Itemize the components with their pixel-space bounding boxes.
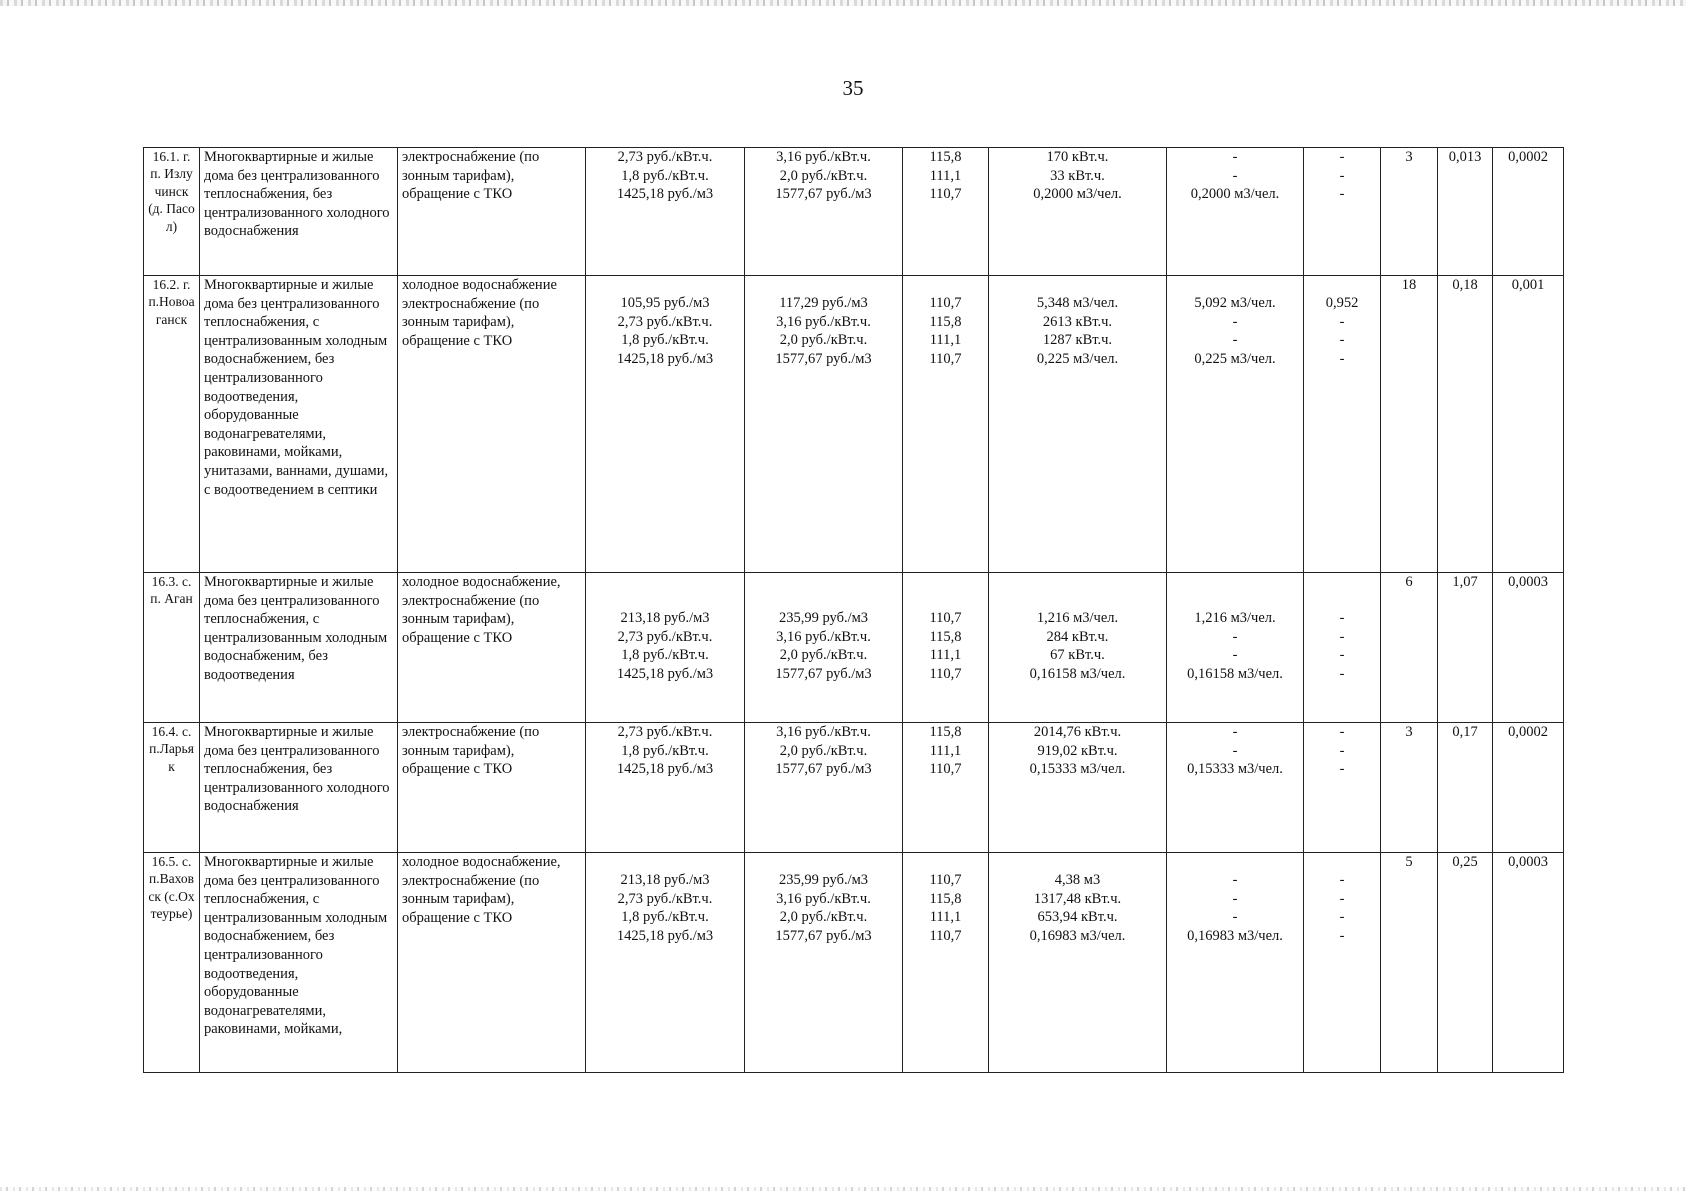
population-share: 0,17 xyxy=(1438,723,1493,853)
tariff-new: 117,29 руб./м3 3,16 руб./кВт.ч. 2,0 руб./кВт.ч. 1577,67 руб./м3 xyxy=(775,295,872,367)
consumption-norm-new: - - - 0,16983 м3/чел. xyxy=(1187,872,1283,944)
population-share: 0,013 xyxy=(1438,148,1493,276)
consumption-norm-new: 5,092 м3/чел. - - 0,225 м3/чел. xyxy=(1194,295,1276,367)
scan-edge-top xyxy=(0,0,1686,6)
housing-description: Многоквартирные и жилые дома без централизованного теплоснабжения, с централизованным холодным водоснабжением, без централизованного водоотведения, оборудованные водонагревателями, раковинами, мойками, xyxy=(200,853,398,1073)
tariff-index: 110,7 115,8 111,1 110,7 xyxy=(929,872,962,944)
norm-ratio: 0,952 - - - xyxy=(1325,295,1359,367)
housing-description: Многоквартирные и жилые дома без централизованного теплоснабжения, без централизованного холодного водоснабжения xyxy=(200,723,398,853)
table-row xyxy=(144,573,1564,723)
household-count: 5 xyxy=(1381,853,1438,1073)
consumption-norm: 4,38 м3 1317,48 кВт.ч. 653,94 кВт.ч. 0,16983 м3/чел. xyxy=(1029,872,1126,944)
household-count: 6 xyxy=(1381,573,1438,723)
population-share-total: 0,001 xyxy=(1493,276,1564,573)
consumption-norm: 1,216 м3/чел. 284 кВт.ч. 67 кВт.ч. 0,16158 м3/чел. xyxy=(1029,610,1126,682)
table-row xyxy=(144,148,1564,276)
tariff-table xyxy=(143,147,1564,1073)
consumption-norm-new: 1,216 м3/чел. - - 0,16158 м3/чел. xyxy=(1187,610,1283,682)
row-id: 16.4. с.п.Ларьяк xyxy=(144,723,200,853)
utility-services: холодное водоснабжение электроснабжение (по зонным тарифам), обращение с ТКО xyxy=(398,276,586,573)
population-share: 1,07 xyxy=(1438,573,1493,723)
population-share-total: 0,0003 xyxy=(1493,573,1564,723)
household-count: 3 xyxy=(1381,148,1438,276)
norm-ratio: - - - - xyxy=(1339,610,1345,682)
housing-description: Многоквартирные и жилые дома без централизованного теплоснабжения, с централизованным холодным водоснабженим, без водоотведения xyxy=(200,573,398,723)
tariff-new: 3,16 руб./кВт.ч. 2,0 руб./кВт.ч. 1577,67 руб./м3 xyxy=(745,723,903,853)
row-id: 16.1. г.п. Излучинск(д. Пасол) xyxy=(144,148,200,276)
page-number: 35 xyxy=(842,76,864,100)
tariff-new: 235,99 руб./м3 3,16 руб./кВт.ч. 2,0 руб./кВт.ч. 1577,67 руб./м3 xyxy=(775,872,872,944)
row-id: 16.5. с.п.Ваховск (с.Охтеурье) xyxy=(144,853,200,1073)
row-id: 16.3. с.п. Аган xyxy=(144,573,200,723)
table-row xyxy=(144,723,1564,853)
norm-ratio: - - - xyxy=(1304,723,1381,853)
population-share-total: 0,0002 xyxy=(1493,723,1564,853)
population-share-total: 0,0003 xyxy=(1493,853,1564,1073)
household-count: 3 xyxy=(1381,723,1438,853)
consumption-norm: 170 кВт.ч. 33 кВт.ч. 0,2000 м3/чел. xyxy=(989,148,1167,276)
utility-services: электроснабжение (по зонным тарифам), обращение с ТКО xyxy=(398,148,586,276)
population-share: 0,25 xyxy=(1438,853,1493,1073)
tariff-old: 105,95 руб./м3 2,73 руб./кВт.ч. 1,8 руб./кВт.ч. 1425,18 руб./м3 xyxy=(616,295,714,367)
norm-ratio: - - - - xyxy=(1339,872,1345,944)
housing-description: Многоквартирные и жилые дома без централизованного теплоснабжения, с централизованным холодным водоснабжением, без централизованного водоотведения, оборудованные водонагревателями, раковинами, мойками, унитазами, ваннами, душами, с водоотведением в септики xyxy=(200,276,398,573)
population-share: 0,18 xyxy=(1438,276,1493,573)
tariff-old: 213,18 руб./м3 2,73 руб./кВт.ч. 1,8 руб./кВт.ч. 1425,18 руб./м3 xyxy=(616,610,714,682)
table-row xyxy=(144,276,1564,573)
utility-services: холодное водоснабжение, электроснабжение (по зонным тарифам), обращение с ТКО xyxy=(398,573,586,723)
norm-ratio: - - - xyxy=(1304,148,1381,276)
table-row xyxy=(144,853,1564,1073)
tariff-new: 235,99 руб./м3 3,16 руб./кВт.ч. 2,0 руб./кВт.ч. 1577,67 руб./м3 xyxy=(775,610,872,682)
tariff-index: 110,7 115,8 111,1 110,7 xyxy=(929,295,962,367)
tariff-old: 213,18 руб./м3 2,73 руб./кВт.ч. 1,8 руб./кВт.ч. 1425,18 руб./м3 xyxy=(616,872,714,944)
tariff-index: 115,8 111,1 110,7 xyxy=(903,723,989,853)
tariff-new: 3,16 руб./кВт.ч. 2,0 руб./кВт.ч. 1577,67 руб./м3 xyxy=(745,148,903,276)
tariff-index: 115,8 111,1 110,7 xyxy=(903,148,989,276)
consumption-norm: 2014,76 кВт.ч. 919,02 кВт.ч. 0,15333 м3/чел. xyxy=(989,723,1167,853)
utility-services: электроснабжение (по зонным тарифам), обращение с ТКО xyxy=(398,723,586,853)
consumption-norm-new: - - 0,15333 м3/чел. xyxy=(1167,723,1304,853)
utility-services: холодное водоснабжение, электроснабжение (по зонным тарифам), обращение с ТКО xyxy=(398,853,586,1073)
tariff-old: 2,73 руб./кВт.ч. 1,8 руб./кВт.ч. 1425,18 руб./м3 xyxy=(586,148,745,276)
consumption-norm-new: - - 0,2000 м3/чел. xyxy=(1167,148,1304,276)
tariff-old: 2,73 руб./кВт.ч. 1,8 руб./кВт.ч. 1425,18 руб./м3 xyxy=(586,723,745,853)
consumption-norm: 5,348 м3/чел. 2613 кВт.ч. 1287 кВт.ч. 0,225 м3/чел. xyxy=(1036,295,1119,367)
row-id: 16.2. г.п.Новоаганск xyxy=(144,276,200,573)
household-count: 18 xyxy=(1381,276,1438,573)
population-share-total: 0,0002 xyxy=(1493,148,1564,276)
housing-description: Многоквартирные и жилые дома без централизованного теплоснабжения, без централизованного холодного водоснабжения xyxy=(200,148,398,276)
tariff-index: 110,7 115,8 111,1 110,7 xyxy=(929,610,962,682)
scan-edge-bottom xyxy=(0,1187,1686,1191)
